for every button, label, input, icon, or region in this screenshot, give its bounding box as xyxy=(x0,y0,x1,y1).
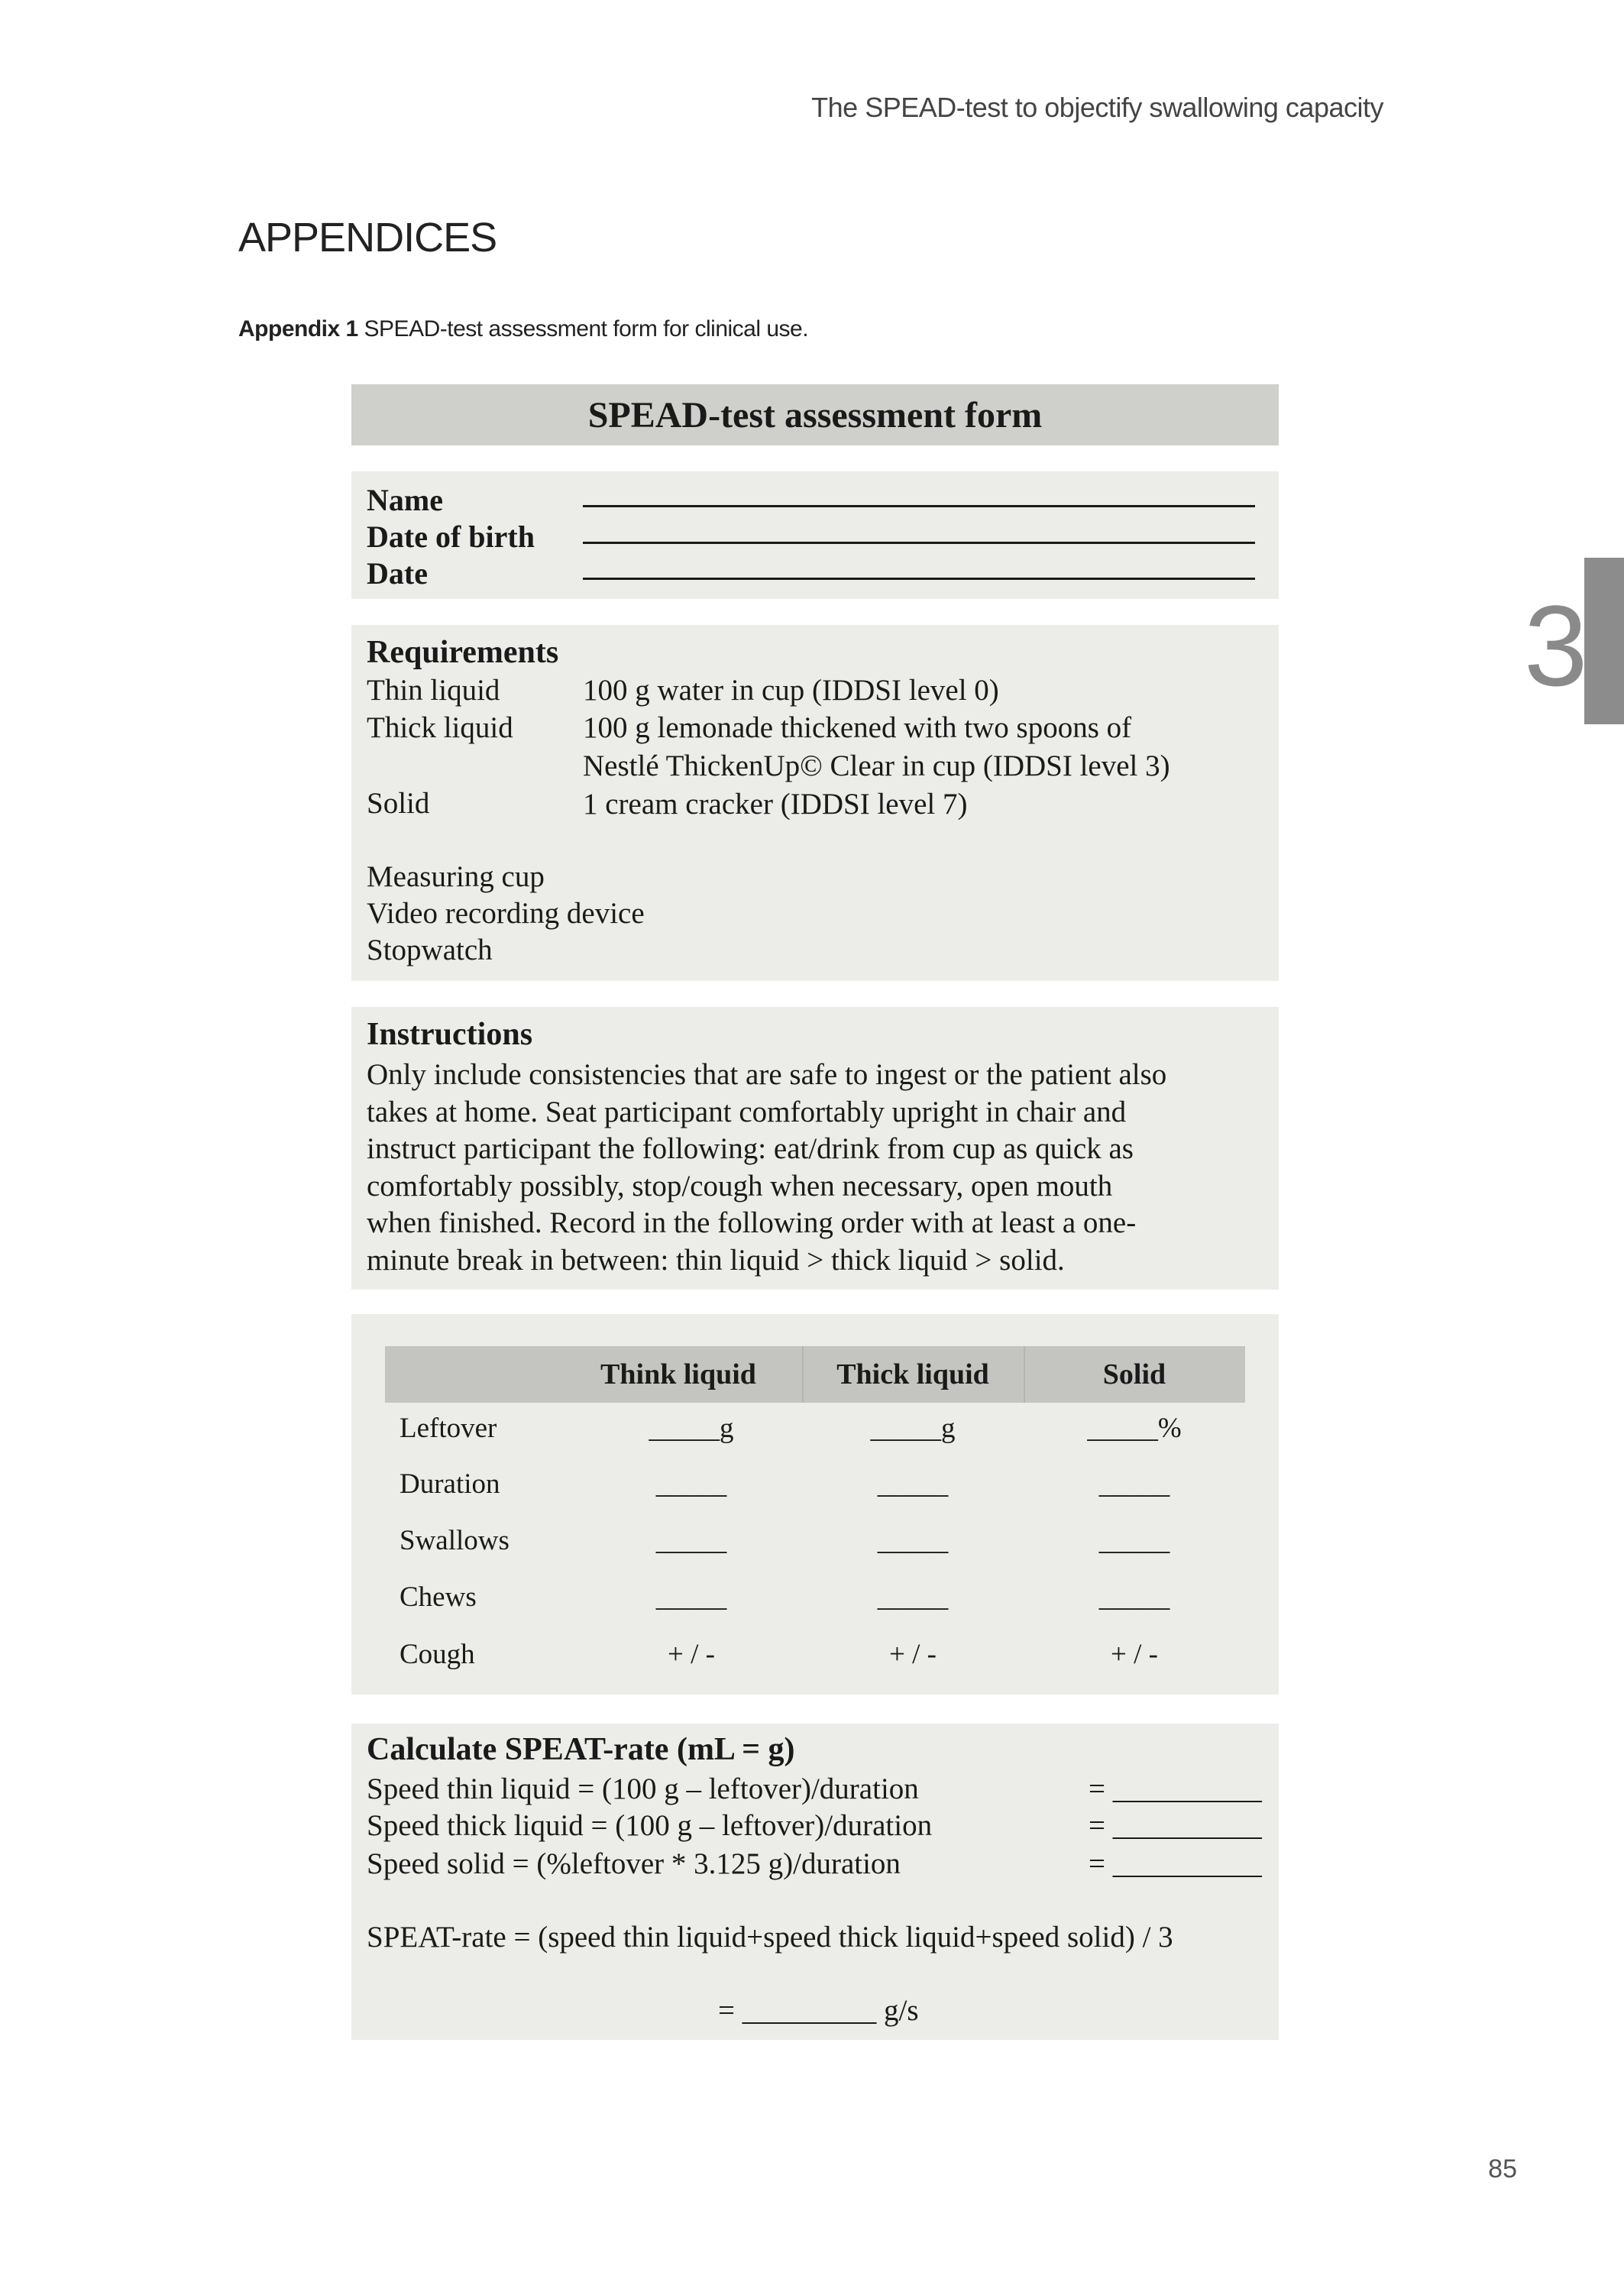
page-number: 85 xyxy=(1488,2154,1517,2184)
instructions-line: instruct participant the following: eat/drink from cup as quick as xyxy=(367,1132,1134,1165)
section-title: APPENDICES xyxy=(238,215,497,261)
equipment-item: Stopwatch xyxy=(367,934,493,966)
instructions-line: when finished. Record in the following order with at least a one- xyxy=(367,1206,1137,1239)
calc-line-thick: Speed thick liquid = (100 g – leftover)/duration xyxy=(367,1809,933,1842)
calc-line-thin: Speed thin liquid = (100 g – leftover)/duration xyxy=(367,1772,919,1805)
table-cell[interactable]: + / - xyxy=(1111,1639,1158,1670)
row-label-duration: Duration xyxy=(400,1468,500,1500)
table-cell[interactable]: _____ xyxy=(877,1525,949,1556)
column-header-solid: Solid xyxy=(1102,1358,1166,1390)
table-cell[interactable]: _____ xyxy=(1098,1468,1170,1500)
req-label-thin: Thin liquid xyxy=(367,674,500,707)
row-label-chews: Chews xyxy=(400,1581,477,1613)
instructions-line: comfortably possibly, stop/cough when necessary, open mouth xyxy=(367,1169,1113,1203)
req-text-thin: 100 g water in cup (IDDSI level 0) xyxy=(583,674,999,707)
table-cell[interactable]: + / - xyxy=(668,1639,715,1670)
requirements-heading: Requirements xyxy=(367,635,559,670)
dob-label: Date of birth xyxy=(367,520,535,554)
date-label: Date xyxy=(367,556,428,591)
identity-box xyxy=(351,471,1279,599)
form-title: SPEAD-test assessment form xyxy=(351,384,1279,445)
caption-label: Appendix 1 xyxy=(238,316,358,342)
table-cell[interactable]: _____ xyxy=(1098,1525,1170,1556)
equipment-item: Video recording device xyxy=(367,897,645,930)
calculation-box xyxy=(351,1724,1279,2040)
table-cell[interactable]: _____ xyxy=(655,1468,727,1500)
table-header xyxy=(385,1346,1245,1403)
table-cell[interactable]: + / - xyxy=(889,1639,937,1670)
req-text-solid: 1 cream cracker (IDDSI level 7) xyxy=(583,788,968,821)
name-label: Name xyxy=(367,483,443,517)
instructions-text xyxy=(367,1057,1268,1279)
table-cell[interactable]: _____% xyxy=(1087,1413,1182,1444)
table-cell[interactable]: _____ xyxy=(655,1525,727,1556)
table-cell[interactable]: _____ xyxy=(877,1581,949,1613)
dob-field[interactable] xyxy=(583,542,1255,544)
column-header-thick: Thick liquid xyxy=(836,1358,989,1390)
table-cell[interactable]: _____ xyxy=(1098,1581,1170,1613)
chapter-number: 3 xyxy=(1524,581,1588,710)
figure-caption xyxy=(238,316,808,342)
table-cell[interactable]: _____g xyxy=(870,1413,956,1444)
row-label-cough: Cough xyxy=(400,1639,475,1670)
req-label-solid: Solid xyxy=(367,787,430,820)
equipment-item: Measuring cup xyxy=(367,860,545,893)
instructions-line: minute break in between: thin liquid > thick liquid > solid. xyxy=(367,1243,1065,1277)
speat-rate-formula: SPEAT-rate = (speed thin liquid+speed thick liquid+speed solid) / 3 xyxy=(367,1921,1173,1954)
instructions-heading: Instructions xyxy=(367,1017,533,1052)
caption-text: SPEAD-test assessment form for clinical use. xyxy=(357,316,809,342)
column-header-thin: Think liquid xyxy=(600,1358,756,1390)
running-header: The SPEAD-test to objectify swallowing capacity xyxy=(811,92,1383,123)
date-field[interactable] xyxy=(583,578,1255,580)
table-cell[interactable]: _____ xyxy=(655,1581,727,1613)
calc-answer-solid[interactable]: = __________ xyxy=(1089,1847,1262,1880)
row-label-leftover: Leftover xyxy=(400,1413,497,1444)
row-label-swallows: Swallows xyxy=(400,1525,510,1556)
calc-answer-thin[interactable]: = __________ xyxy=(1089,1772,1262,1805)
table-cell[interactable]: _____g xyxy=(649,1413,734,1444)
table-cell[interactable]: _____ xyxy=(877,1468,949,1500)
calc-heading: Calculate SPEAT-rate (mL = g) xyxy=(367,1732,795,1767)
measurement-table xyxy=(351,1314,1279,1695)
calc-answer-thick[interactable]: = __________ xyxy=(1089,1809,1262,1842)
req-text-thick: 100 g lemonade thickened with two spoons of xyxy=(583,711,1132,744)
instructions-line: takes at home. Seat participant comfortably upright in chair and xyxy=(367,1095,1127,1128)
instructions-box xyxy=(351,1007,1279,1290)
req-label-thick: Thick liquid xyxy=(367,711,513,744)
name-field[interactable] xyxy=(583,505,1255,507)
chapter-tab xyxy=(1584,558,1624,724)
requirements-box xyxy=(351,625,1279,981)
speat-rate-result[interactable]: = _________ g/s xyxy=(718,1994,919,2027)
req-text-thick-2: Nestlé ThickenUp© Clear in cup (IDDSI level 3) xyxy=(583,749,1170,782)
instructions-line: Only include consistencies that are safe to ingest or the patient also xyxy=(367,1058,1167,1091)
calc-line-solid: Speed solid = (%leftover * 3.125 g)/duration xyxy=(367,1847,901,1880)
